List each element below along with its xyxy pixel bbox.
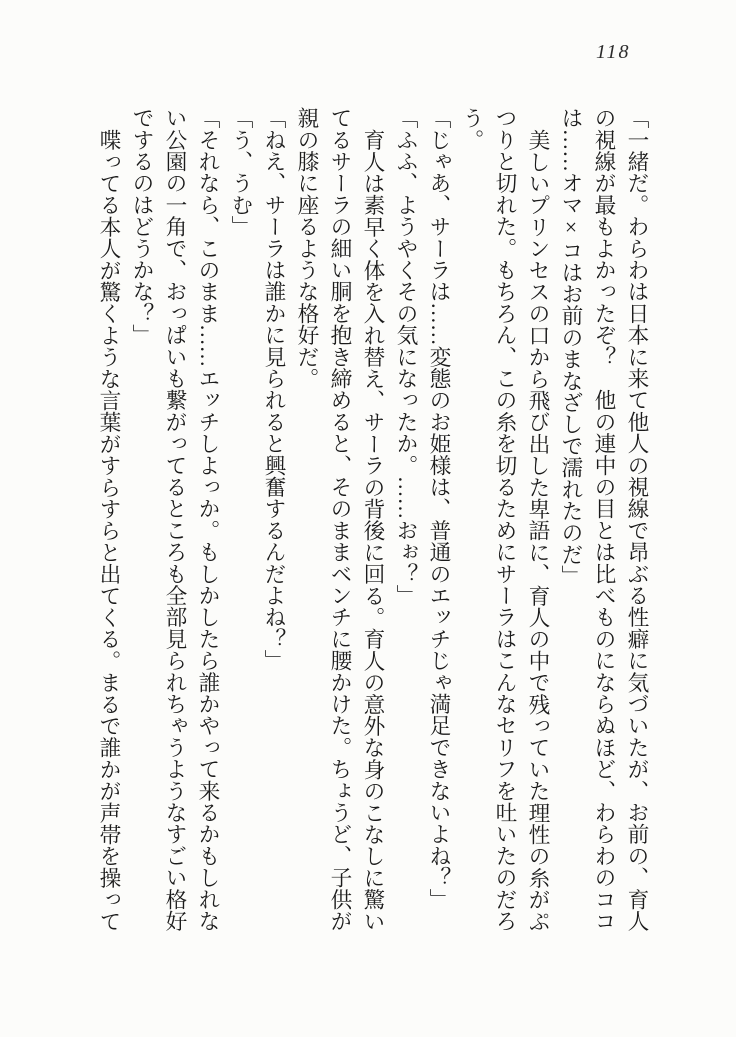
paragraph: 「一緒だ。わらわは日本に来て他人の視線で昂ぶる性癖に気づいたが、お前の、育人の視線が最もよかったぞ？ 他の連中の目とは比べものにならぬほど、わらわのココは……オマ×コはお前のまなざしで濡れたのだ」 (559, 107, 649, 932)
paragraph: 「じゃあ、サーラは……変態のお姫様は、普通のエッチじゃ満足できないよね？」 (427, 107, 451, 910)
paragraph: 「ふふ、ようやくその気になったか。……おぉ？」 (394, 107, 418, 607)
text-block (91, 107, 653, 933)
paragraph: 「ねえ、サーラは誰かに見られると興奮するんだよね？」 (262, 107, 286, 672)
paragraph: 喋ってる本人が驚くような言葉がすらすらと出てくる。まるで誰かが声帯を操って (97, 128, 121, 932)
paragraph: 「う、うむ」 (229, 107, 253, 238)
page-number: 118 (596, 41, 631, 63)
paragraph: 育人は素早く体を入れ替え、サーラの背後に回る。育人の意外な身のこなしに驚いてるサーラの細い胴を抱き締めると、そのままベンチに腰かけた。ちょうど、子供が親の膝に座るような格好だ。 (295, 107, 385, 932)
paragraph: 「それなら、このまま……エッチしよっか。もしかしたら誰かやって来るかもしれない公園の一角で、おっぱいも繋がってるところも全部見られちゃうようなすごい格好でするのはどうかな？」 (130, 107, 220, 932)
paragraph: 美しいプリンセスの口から飛び出した卑語に、育人の中で残っていた理性の糸がぷつりと切れた。もちろん、この糸を切るためにサーラはこんなセリフを吐いたのだろう。 (460, 107, 550, 932)
